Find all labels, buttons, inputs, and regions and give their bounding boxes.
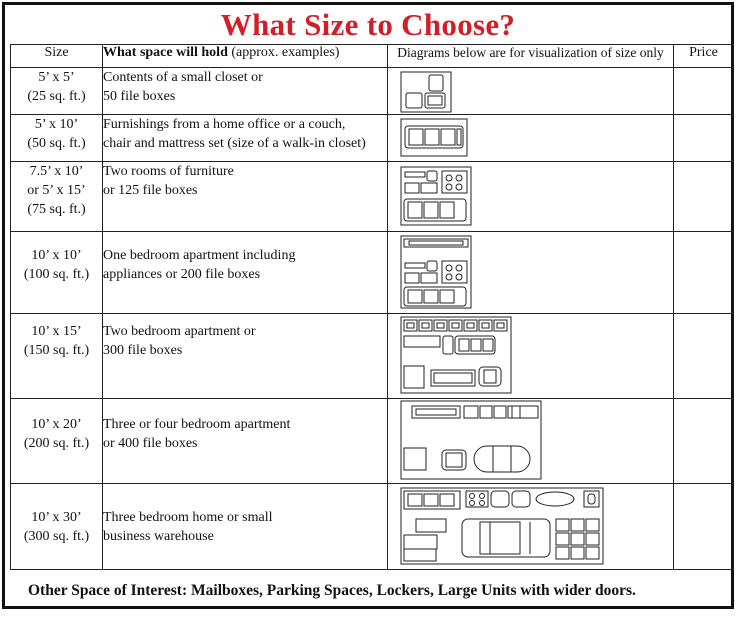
diagram-cell: [388, 484, 674, 570]
diagram-cell: [388, 115, 674, 162]
size-cell: [11, 484, 103, 570]
description-line: or 125 file boxes: [103, 183, 198, 198]
price-cell: [674, 232, 734, 314]
size-area: (300 sq. ft.): [23, 529, 90, 544]
couch-diagram-icon: [400, 118, 480, 160]
description-line: or 400 file boxes: [103, 436, 198, 451]
size-cell: [11, 68, 103, 115]
description-line: Two bedroom apartment or: [103, 324, 256, 339]
size-dimension: 10’ x 20’: [31, 417, 82, 432]
price-cell: [674, 314, 734, 399]
diagram-cell: [388, 162, 674, 232]
description-line: 300 file boxes: [103, 343, 183, 358]
size-cell: [11, 162, 103, 232]
size-dimension: 10’ x 10’: [31, 248, 82, 263]
description-cell: [103, 314, 388, 399]
size-cell: [11, 232, 103, 314]
size-area: (50 sq. ft.): [27, 136, 86, 151]
size-dimension: 5’ x 10’: [34, 117, 79, 132]
diagram-cell: [388, 399, 674, 484]
description-line: Three or four bedroom apartment: [103, 417, 291, 432]
size-area: (200 sq. ft.): [23, 436, 90, 451]
description-line: chair and mattress set (size of a walk-in closet): [103, 136, 366, 151]
description-line: appliances or 200 file boxes: [103, 267, 261, 282]
price-cell: [674, 68, 734, 115]
table-row: [11, 484, 734, 570]
header-diagram: Diagrams below are for visualization of size only: [388, 45, 674, 68]
size-cell: [11, 115, 103, 162]
table-row: [11, 314, 734, 399]
price-cell: [674, 399, 734, 484]
description-line: 50 file boxes: [103, 89, 176, 104]
size-area: (100 sq. ft.): [23, 267, 90, 282]
header-row: [11, 45, 734, 68]
three-four-bedroom-diagram-icon: [400, 400, 550, 482]
table-row: [11, 68, 734, 115]
description-line: One bedroom apartment including: [103, 248, 296, 263]
size-area: (25 sq. ft.): [27, 89, 86, 104]
size-cell: [11, 399, 103, 484]
description-line: business warehouse: [103, 529, 214, 544]
two-rooms-diagram-icon: [400, 166, 480, 228]
price-cell: [674, 162, 734, 232]
size-guide-frame: [2, 2, 734, 609]
header-price: Price: [674, 45, 734, 68]
diagram-cell: [388, 314, 674, 399]
one-bedroom-diagram-icon: [400, 235, 480, 311]
description-cell: [103, 484, 388, 570]
size-cell: [11, 314, 103, 399]
diagram-cell: [388, 68, 674, 115]
small-closet-diagram-icon: [400, 71, 460, 113]
size-dimension: 10’ x 15’: [31, 324, 82, 339]
description-cell: [103, 68, 388, 115]
diagram-cell: [388, 232, 674, 314]
size-dimension: 7.5’ x 10’: [29, 164, 84, 179]
price-cell: [674, 484, 734, 570]
description-line: Three bedroom home or small: [103, 510, 273, 525]
size-dimension-alt: or 5’ x 15’: [27, 183, 86, 198]
warehouse-diagram-icon: [400, 487, 615, 567]
size-dimension: 10’ x 30’: [31, 510, 82, 525]
description-cell: [103, 115, 388, 162]
table-row: [11, 399, 734, 484]
header-space: [103, 45, 388, 68]
page-title: What Size to Choose?: [220, 7, 516, 42]
size-dimension: 5’ x 5’: [38, 70, 75, 85]
description-cell: [103, 162, 388, 232]
header-size: Size: [11, 45, 103, 68]
description-cell: [103, 399, 388, 484]
size-table: [10, 44, 734, 570]
description-line: Two rooms of furniture: [103, 164, 234, 179]
table-row: [11, 162, 734, 232]
description-cell: [103, 232, 388, 314]
description-line: Furnishings from a home office or a couch,: [103, 117, 346, 132]
size-area: (75 sq. ft.): [27, 202, 86, 217]
price-cell: [674, 115, 734, 162]
header-space-note: (approx. examples): [231, 45, 340, 60]
two-bedroom-diagram-icon: [400, 316, 520, 396]
description-line: Contents of a small closet or: [103, 70, 263, 85]
table-row: [11, 115, 734, 162]
header-space-bold: What space will hold: [103, 45, 228, 60]
footer-note: Other Space of Interest: Mailboxes, Parking Spaces, Lockers, Large Units with wider doors.: [28, 582, 636, 599]
table-row: [11, 232, 734, 314]
size-area: (150 sq. ft.): [23, 343, 90, 358]
